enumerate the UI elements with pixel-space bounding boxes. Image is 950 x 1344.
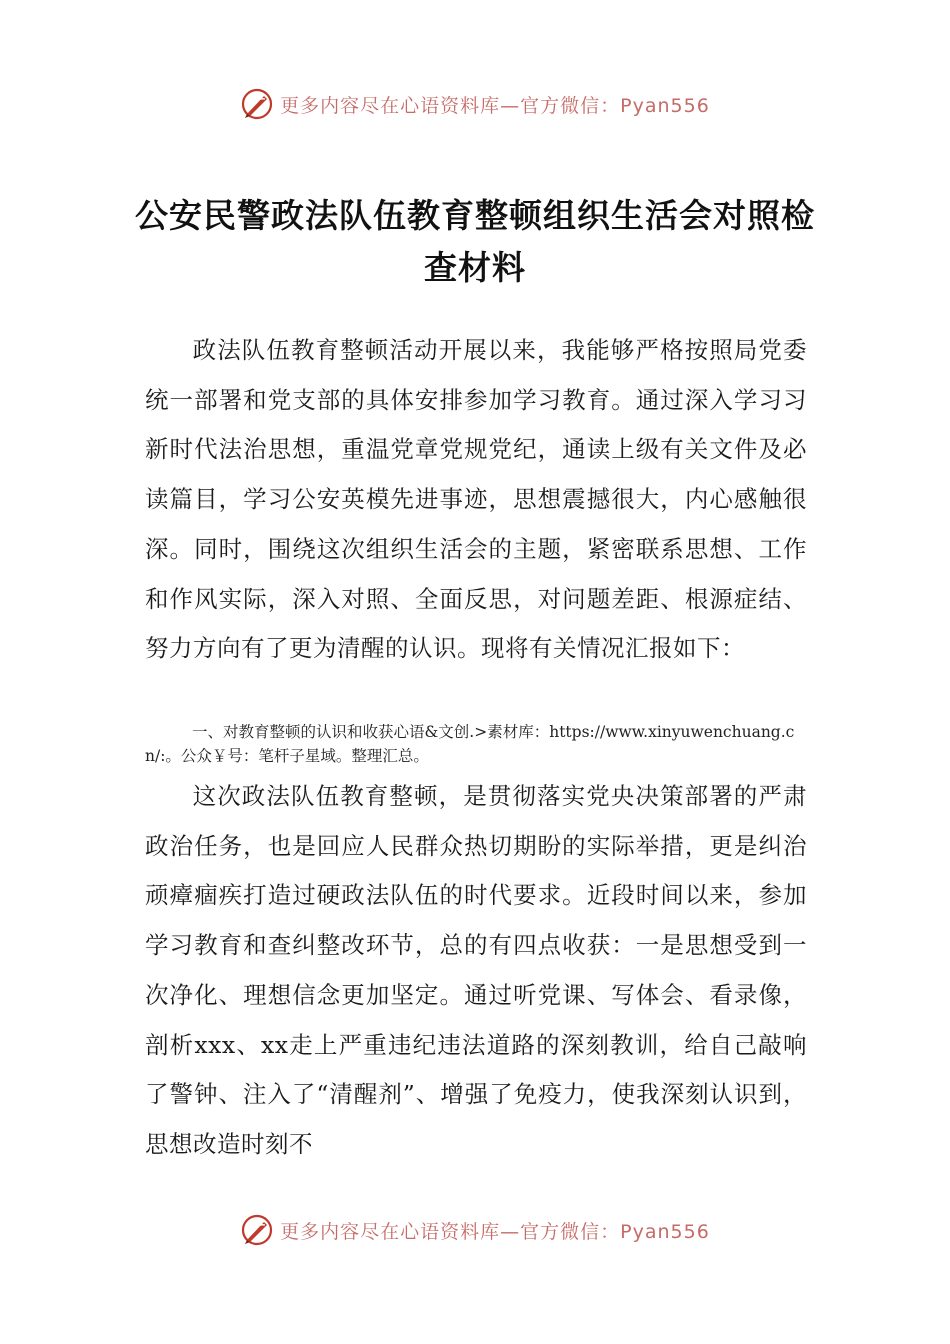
pen-logo-icon — [240, 1213, 274, 1247]
note-text: 一、对教育整顿的认识和收获心语&文创.>素材库：https://www.xinyuwenchuang.cn/:。公众￥号：笔杆子星域。整理汇总。 — [145, 723, 795, 765]
body-paragraph — [145, 326, 807, 674]
footer-banner — [0, 1210, 950, 1250]
body-paragraph — [145, 772, 807, 1170]
banner-text: 更多内容尽在心语资料库—官方微信：Pyan556 — [280, 94, 710, 117]
pen-logo-icon — [240, 87, 274, 121]
section-heading-note — [145, 720, 807, 768]
paragraph-text: 这次政法队伍教育整顿，是贯彻落实党央决策部署的严肃政治任务，也是回应人民群众热切期盼的实际举措，更是纠治顽瘴痼疾打造过硬政法队伍的时代要求。近段时间以来，参加学习教育和查纠整改环节，总的有四点收获：一是思想受到一次净化、理想信念更加坚定。通过听党课、写体会、看录像，剖析xxx、xx走上严重违纪违法道路的深刻教训，给自己敲响了警钟、注入了“清醒剂”、增强了免疫力，使我深刻认识到，思想改造时刻不 — [145, 782, 807, 1158]
paragraph-text: 政法队伍教育整顿活动开展以来，我能够严格按照局党委统一部署和党支部的具体安排参加学习教育。通过深入学习习新时代法治思想，重温党章党规党纪，通读上级有关文件及必读篇目，学习公安英模先进事迹，思想震撼很大，内心感触很深。同时，围绕这次组织生活会的主题，紧密联系思想、工作和作风实际，深入对照、全面反思，对问题差距、根源症结、努力方向有了更为清醒的认识。现将有关情况汇报如下： — [145, 336, 807, 663]
page-title: 公安民警政法队伍教育整顿组织生活会对照检查材料 — [135, 196, 815, 288]
header-banner — [0, 84, 950, 124]
banner-text: 更多内容尽在心语资料库—官方微信：Pyan556 — [280, 1220, 710, 1243]
